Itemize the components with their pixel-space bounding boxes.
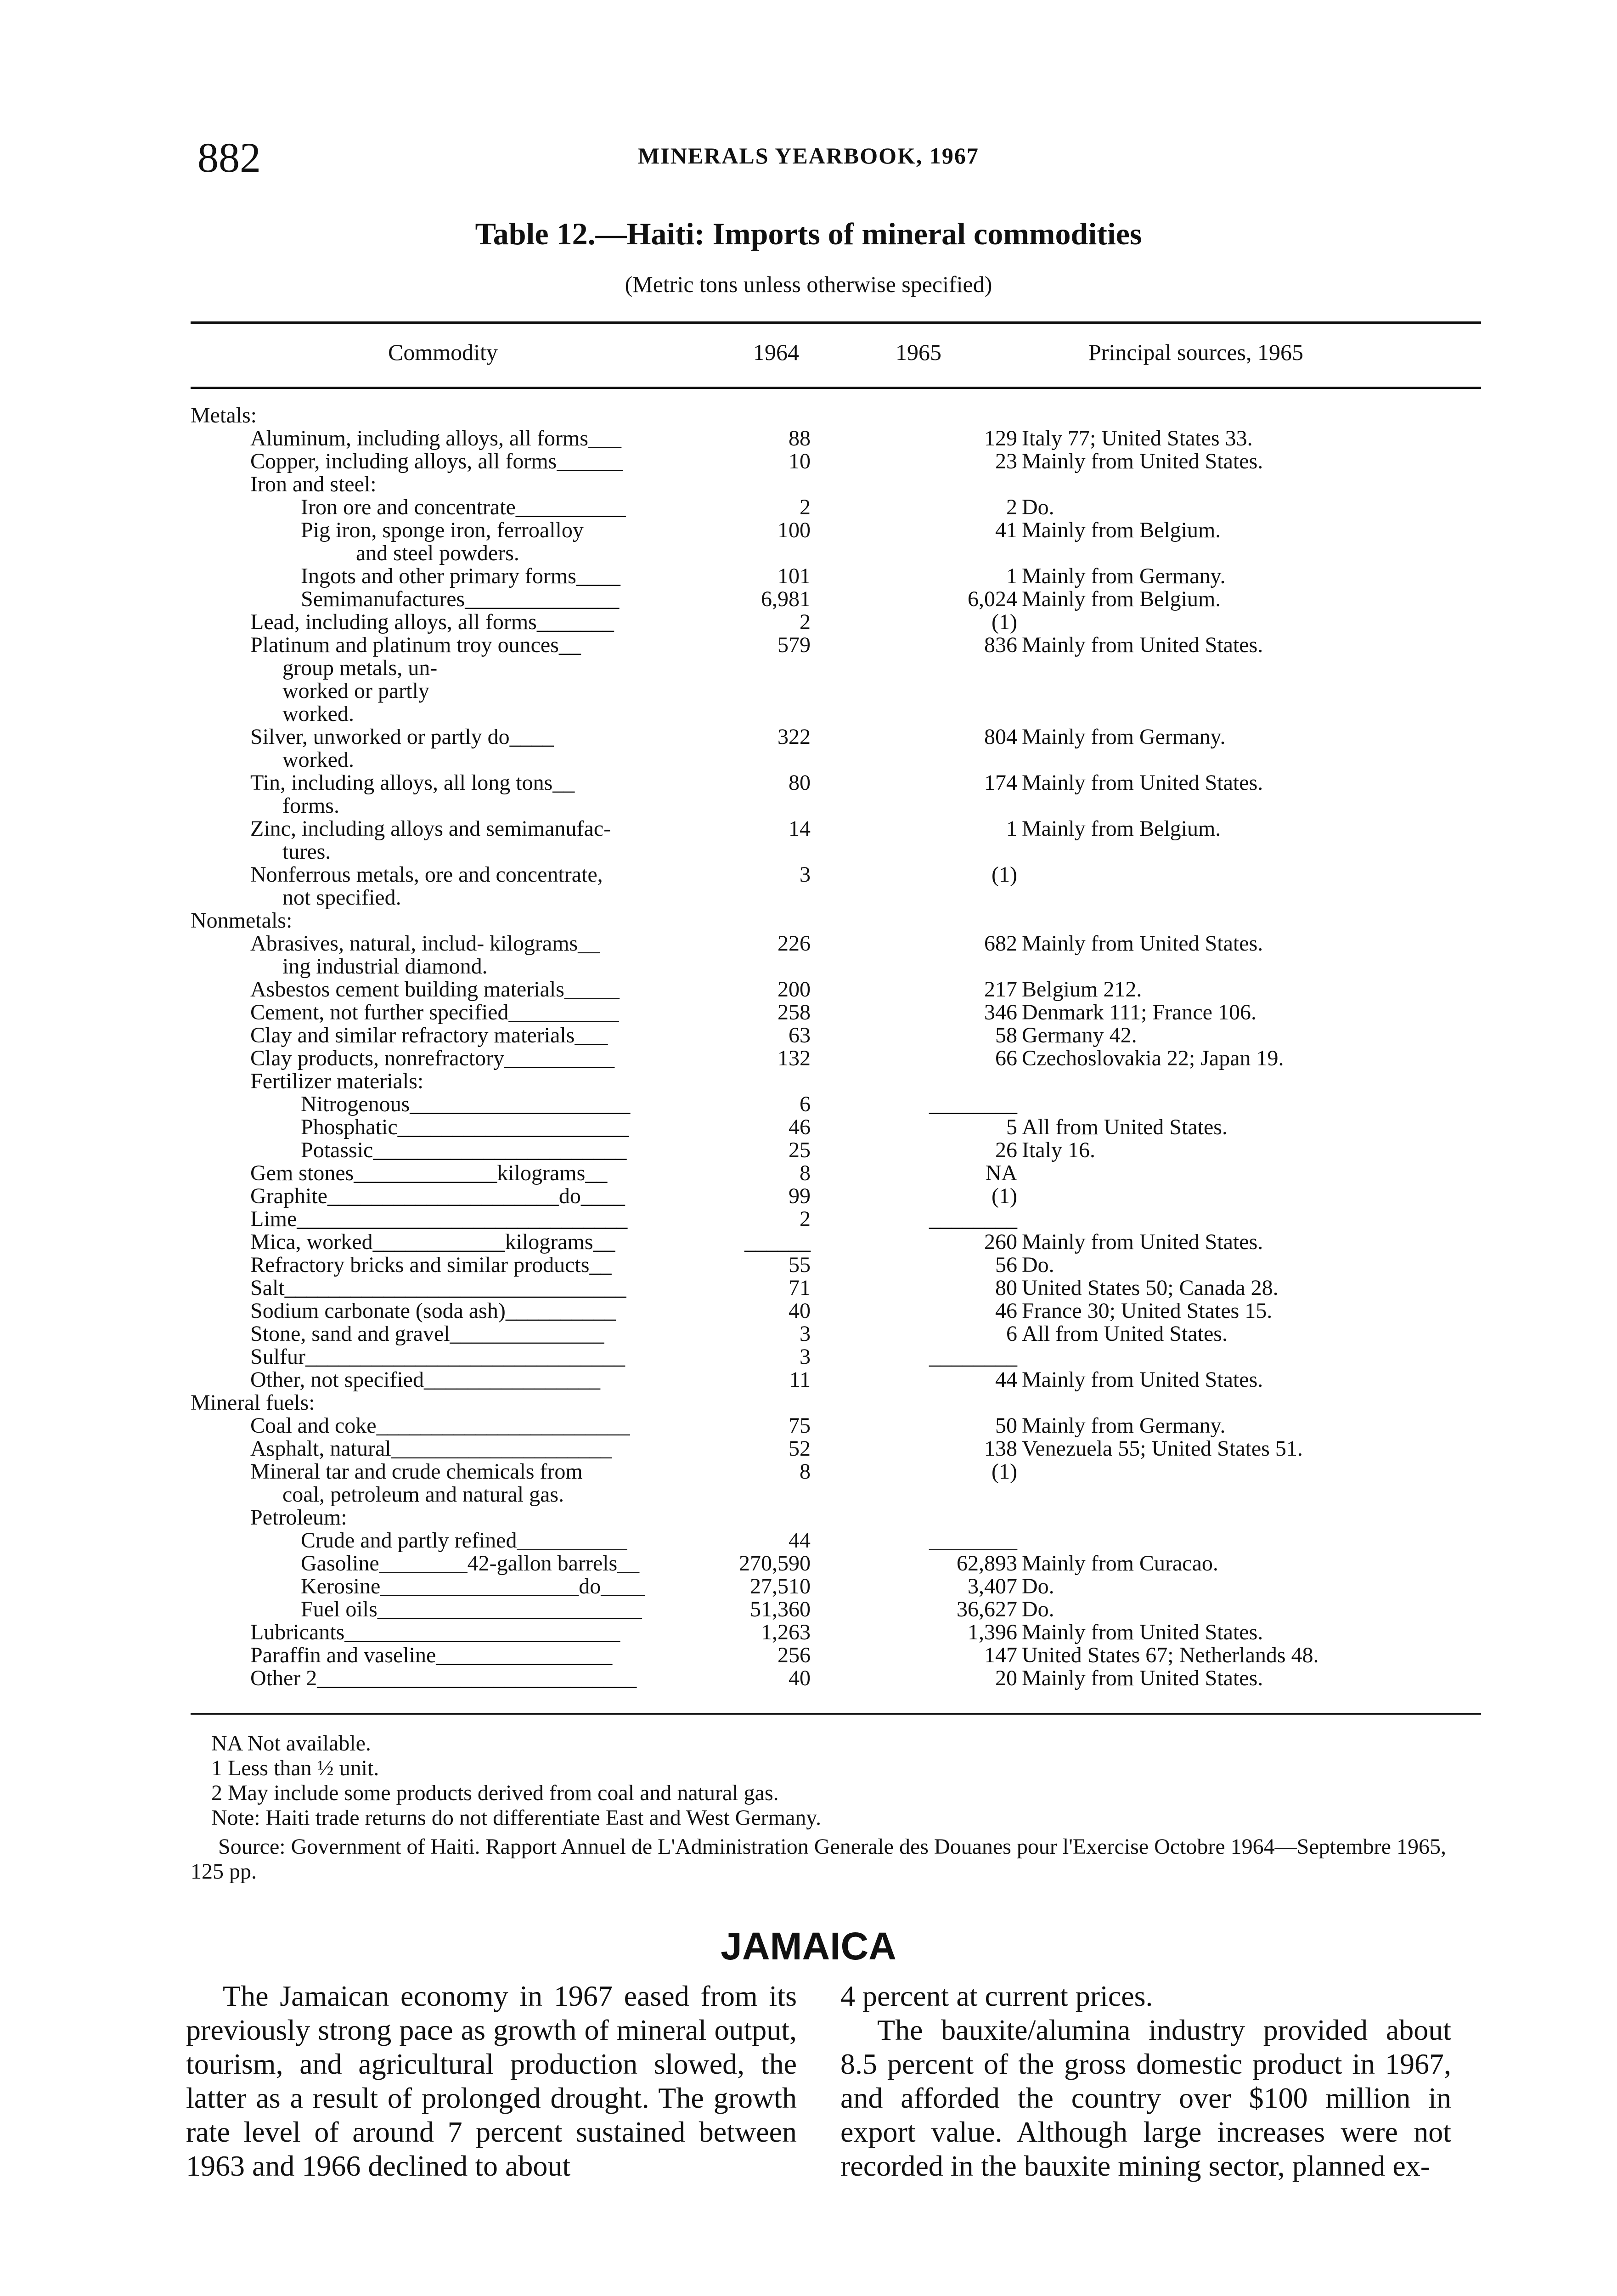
footnote-1: 1 Less than ½ unit. [211,1756,379,1780]
value-1964-cell: 27,510 [750,1574,811,1598]
commodity-cell: Mineral fuels: [191,1390,315,1415]
table-row [191,1437,1481,1460]
value-1965-cell: (1) [992,1459,1017,1484]
commodity-cell: Ingots and other primary forms____ [301,564,620,588]
value-1965-cell: NA [985,1161,1017,1185]
table-row [191,771,1481,794]
table-row [191,1667,1481,1690]
table-row [191,1621,1481,1644]
commodity-cell: Iron and steel: [250,472,377,496]
table-row [191,1552,1481,1575]
value-1965-cell: (1) [992,610,1017,634]
commodity-cell: Abrasives, natural, includ- kilograms__ [250,931,600,956]
table-row [191,588,1481,611]
table-row [191,1277,1481,1300]
sources-cell: Germany 42. [1022,1023,1137,1047]
table-row [191,1001,1481,1024]
sources-cell: Czechoslovakia 22; Japan 19. [1022,1046,1284,1070]
value-1965-cell: 62,893 [957,1551,1017,1576]
sources-cell: Mainly from Germany. [1022,725,1226,749]
paragraph-continuation: 4 percent at current prices. [840,1980,1153,2012]
table-row [191,703,1481,726]
value-1964-cell: 2 [800,610,811,634]
table-row [191,1139,1481,1162]
commodity-cell: Sodium carbonate (soda ash)__________ [250,1299,616,1323]
sources-cell: France 30; United States 15. [1022,1299,1273,1323]
commodity-cell: Coal and coke_______________________ [250,1413,630,1438]
text-column-left [186,1979,797,2183]
text-column-right [840,1979,1451,2183]
value-1964-cell: 6,981 [761,587,811,611]
value-1964-cell: 25 [789,1138,811,1162]
value-1965-cell: ________ [929,1207,1017,1231]
table-row [191,1391,1481,1414]
sources-cell: Mainly from United States. [1022,1620,1263,1644]
table-title: Table 12.—Haiti: Imports of mineral commodities [475,216,1142,251]
table-row [191,909,1481,932]
paragraph: The Jamaican economy in 1967 eased from its previously strong pace as growth of mineral output, tourism, and agricultural production slowed, the latter as a result of prolonged drought. The growth rate level of around 7 percent sustained between 1963 and 1966 declined to about [186,1980,797,2182]
commodity-cell: Gasoline________42-gallon barrels__ [301,1551,640,1576]
table-row [191,1322,1481,1345]
table-row [191,886,1481,909]
value-1965-cell: ________ [929,1092,1017,1116]
table-row [191,1368,1481,1391]
commodity-cell: Clay and similar refractory materials___ [250,1023,608,1047]
value-1965-cell: 138 [984,1436,1017,1461]
table-row [191,611,1481,634]
commodity-cell: Metals: [191,403,257,428]
value-1964-cell: 270,590 [739,1551,811,1576]
commodity-cell: not specified. [282,885,401,910]
table-row [191,1506,1481,1529]
value-1964-cell: 132 [778,1046,811,1070]
table-row [191,565,1481,588]
value-1965-cell: 3,407 [968,1574,1017,1598]
value-1965-cell: 6 [1006,1322,1017,1346]
commodity-cell: Platinum and platinum troy ounces__ [250,633,581,657]
value-1965-cell: 1 [1006,816,1017,841]
commodity-cell: Semimanufactures______________ [301,587,620,611]
table-row [191,1483,1481,1506]
commodity-cell: Fertilizer materials: [250,1069,424,1093]
table-subtitle: (Metric tons unless otherwise specified) [625,271,992,297]
value-1964-cell: 100 [778,518,811,542]
value-1965-cell: 50 [995,1413,1017,1438]
value-1964-cell: 322 [778,725,811,749]
value-1964-cell: 2 [800,495,811,519]
commodity-cell: Nonferrous metals, ore and concentrate, [250,862,603,887]
table-row [191,1345,1481,1368]
note-germany: Note: Haiti trade returns do not differentiate East and West Germany. [211,1806,822,1830]
table-row [191,657,1481,680]
table-row [191,1300,1481,1322]
header-1964: 1964 [753,339,799,365]
value-1965-cell: 44 [995,1367,1017,1392]
commodity-cell: Asbestos cement building materials_____ [250,977,620,1002]
sources-cell: Venezuela 55; United States 51. [1022,1436,1303,1461]
table-row [191,519,1481,542]
commodity-cell: tures. [282,839,331,864]
commodity-cell: Paraffin and vaseline________________ [250,1643,613,1667]
table-row [191,1529,1481,1552]
table-row [191,978,1481,1001]
value-1964-cell: 71 [789,1276,811,1300]
sources-cell: Mainly from United States. [1022,1367,1263,1392]
table-row [191,1231,1481,1254]
table-row [191,1047,1481,1070]
value-1964-cell: 52 [789,1436,811,1461]
sources-cell: Italy 16. [1022,1138,1095,1162]
value-1965-cell: (1) [992,1184,1017,1208]
value-1964-cell: 10 [789,449,811,473]
commodity-cell: Clay products, nonrefractory__________ [250,1046,615,1070]
value-1964-cell: 40 [789,1666,811,1690]
value-1965-cell: 1,396 [968,1620,1017,1644]
value-1964-cell: 11 [789,1367,811,1392]
value-1964-cell: 75 [789,1413,811,1438]
commodity-cell: Silver, unworked or partly do____ [250,725,554,749]
sources-cell: Mainly from United States. [1022,633,1263,657]
sources-cell: Mainly from Curacao. [1022,1551,1218,1576]
value-1965-cell: ________ [929,1528,1017,1553]
sources-cell: Mainly from Germany. [1022,564,1226,588]
commodity-cell: Nitrogenous____________________ [301,1092,631,1116]
commodity-cell: forms. [282,793,339,818]
table-row [191,1644,1481,1667]
table-row [191,1024,1481,1047]
table-row [191,794,1481,817]
commodity-cell: worked or partly [282,679,429,703]
sources-cell: Do. [1022,1253,1054,1277]
commodity-cell: group metals, un- [282,656,438,680]
commodity-cell: Lead, including alloys, all forms_______ [250,610,614,634]
value-1965-cell: 20 [995,1666,1017,1690]
table-row [191,932,1481,955]
sources-cell: Mainly from United States. [1022,931,1263,956]
value-1964-cell: 200 [778,977,811,1002]
value-1964-cell: 579 [778,633,811,657]
table-row [191,955,1481,978]
commodity-cell: Pig iron, sponge iron, ferroalloy [301,518,584,542]
sources-cell: Mainly from Belgium. [1022,816,1221,841]
value-1964-cell: 3 [800,1322,811,1346]
commodity-cell: worked. [282,702,354,726]
value-1964-cell: 55 [789,1253,811,1277]
commodity-cell: Copper, including alloys, all forms______ [250,449,623,473]
value-1965-cell: 129 [984,426,1017,450]
value-1964-cell: 88 [789,426,811,450]
value-1965-cell: 6,024 [968,587,1017,611]
value-1965-cell: 217 [984,977,1017,1002]
sources-cell: United States 67; Netherlands 48. [1022,1643,1319,1667]
commodity-cell: coal, petroleum and natural gas. [282,1482,564,1507]
table-body [191,404,1481,1690]
commodity-cell: Tin, including alloys, all long tons__ [250,771,575,795]
commodity-cell: Refractory bricks and similar products__ [250,1253,612,1277]
commodity-cell: Phosphatic_____________________ [301,1115,629,1139]
value-1964-cell: 14 [789,816,811,841]
commodity-cell: Gem stones_____________kilograms__ [250,1161,608,1185]
value-1965-cell: 147 [984,1643,1017,1667]
value-1964-cell: 3 [800,1345,811,1369]
value-1964-cell: 46 [789,1115,811,1139]
table-row [191,542,1481,565]
value-1964-cell: 51,360 [750,1597,811,1621]
value-1965-cell: 1 [1006,564,1017,588]
sources-cell: All from United States. [1022,1115,1228,1139]
value-1965-cell: ________ [929,1345,1017,1369]
value-1964-cell: 44 [789,1528,811,1553]
table-row [191,726,1481,748]
section-heading: JAMAICA [721,1925,896,1968]
commodity-cell: Kerosine__________________do____ [301,1574,645,1598]
commodity-cell: Petroleum: [250,1505,347,1530]
commodity-cell: Salt_______________________________ [250,1276,626,1300]
commodity-cell: Mica, worked____________kilograms__ [250,1230,615,1254]
value-1965-cell: (1) [992,862,1017,887]
table-header-rule [191,387,1481,389]
value-1964-cell: 258 [778,1000,811,1024]
table-row [191,840,1481,863]
sources-cell: Belgium 212. [1022,977,1142,1002]
table-row [191,817,1481,840]
sources-cell: Mainly from Germany. [1022,1413,1226,1438]
value-1964-cell: 63 [789,1023,811,1047]
table-row [191,1185,1481,1208]
table-notes [211,1731,1460,1830]
table-row [191,1093,1481,1116]
value-1965-cell: 23 [995,449,1017,473]
running-head: MINERALS YEARBOOK, 1967 [638,143,979,169]
commodity-cell: Aluminum, including alloys, all forms___ [250,426,621,450]
commodity-cell: worked. [282,748,354,772]
table-row [191,1254,1481,1277]
value-1964-cell: 3 [800,862,811,887]
table-row [191,427,1481,450]
sources-cell: All from United States. [1022,1322,1228,1346]
sources-cell: Mainly from United States. [1022,1666,1263,1690]
commodity-cell: Zinc, including alloys and semimanufac- [250,816,611,841]
sources-cell: Mainly from United States. [1022,771,1263,795]
value-1964-cell: 226 [778,931,811,956]
table-row [191,748,1481,771]
table-row [191,473,1481,496]
sources-cell: Mainly from Belgium. [1022,587,1221,611]
commodity-cell: Mineral tar and crude chemicals from [250,1459,583,1484]
commodity-cell: Lime______________________________ [250,1207,628,1231]
sources-cell: Italy 77; United States 33. [1022,426,1253,450]
value-1964-cell: 8 [800,1161,811,1185]
footnote-2: 2 May include some products derived from coal and natural gas. [211,1781,779,1805]
value-1964-cell: 6 [800,1092,811,1116]
value-1965-cell: 41 [995,518,1017,542]
table-row [191,1116,1481,1139]
table-source: Source: Government of Haiti. Rapport Annuel de L'Administration Generale des Douanes pour l'Exercise Octobre 1964—Septembre 1965, 125 pp. [191,1835,1446,1884]
value-1964-cell: 8 [800,1459,811,1484]
value-1965-cell: 66 [995,1046,1017,1070]
table-row [191,1414,1481,1437]
commodity-cell: Other 2_____________________________ [250,1666,637,1690]
table-row [191,450,1481,473]
value-1965-cell: 836 [984,633,1017,657]
value-1965-cell: 26 [995,1138,1017,1162]
value-1965-cell: 260 [984,1230,1017,1254]
value-1965-cell: 46 [995,1299,1017,1323]
commodity-cell: Graphite_____________________do____ [250,1184,625,1208]
commodity-cell: Fuel oils________________________ [301,1597,642,1621]
table-row [191,863,1481,886]
commodity-cell: Iron ore and concentrate__________ [301,495,626,519]
sources-cell: Denmark 111; France 106. [1022,1000,1256,1024]
commodity-cell: and steel powders. [356,541,519,565]
sources-cell: Mainly from United States. [1022,1230,1263,1254]
commodity-cell: Nonmetals: [191,908,293,933]
sources-cell: Do. [1022,1597,1054,1621]
table-row [191,634,1481,657]
commodity-cell: Cement, not further specified__________ [250,1000,619,1024]
table-row [191,1460,1481,1483]
table-top-rule [191,321,1481,324]
value-1964-cell: 1,263 [761,1620,811,1644]
value-1965-cell: 80 [995,1276,1017,1300]
sources-cell: Do. [1022,1574,1054,1598]
page-number: 882 [197,134,261,181]
commodity-cell: Asphalt, natural____________________ [250,1436,612,1461]
paragraph: The bauxite/alumina industry provided about 8.5 percent of the gross domestic product in 1967, and afforded the country over $100 million in export value. Although large increases were not recorded in the bauxite mining sector, planned ex- [840,2014,1451,2182]
note-na: NA Not available. [211,1731,371,1756]
value-1965-cell: 36,627 [957,1597,1017,1621]
commodity-cell: Crude and partly refined__________ [301,1528,627,1553]
value-1964-cell: 101 [778,564,811,588]
table-bottom-rule [191,1713,1481,1715]
value-1964-cell: ______ [744,1230,811,1254]
table-row [191,1070,1481,1093]
value-1965-cell: 346 [984,1000,1017,1024]
commodity-cell: ing industrial diamond. [282,954,488,979]
table-row [191,404,1481,427]
value-1964-cell: 40 [789,1299,811,1323]
value-1965-cell: 174 [984,771,1017,795]
value-1965-cell: 682 [984,931,1017,956]
value-1964-cell: 80 [789,771,811,795]
value-1964-cell: 99 [789,1184,811,1208]
sources-cell: United States 50; Canada 28. [1022,1276,1279,1300]
commodity-cell: Stone, sand and gravel______________ [250,1322,604,1346]
commodity-cell: Lubricants_________________________ [250,1620,620,1644]
value-1965-cell: 56 [995,1253,1017,1277]
value-1965-cell: 804 [984,725,1017,749]
commodity-cell: Potassic_______________________ [301,1138,627,1162]
sources-cell: Mainly from Belgium. [1022,518,1221,542]
header-1965: 1965 [896,339,941,365]
commodity-cell: Other, not specified________________ [250,1367,600,1392]
table-row [191,1598,1481,1621]
header-commodity: Commodity [388,339,498,365]
value-1964-cell: 2 [800,1207,811,1231]
value-1965-cell: 58 [995,1023,1017,1047]
value-1965-cell: 2 [1006,495,1017,519]
value-1965-cell: 5 [1006,1115,1017,1139]
sources-cell: Do. [1022,495,1054,519]
header-principal-sources: Principal sources, 1965 [1088,339,1303,365]
table-row [191,680,1481,703]
table-row [191,1162,1481,1185]
commodity-cell: Sulfur_____________________________ [250,1345,625,1369]
value-1964-cell: 256 [778,1643,811,1667]
table-row [191,496,1481,519]
sources-cell: Mainly from United States. [1022,449,1263,473]
table-row [191,1208,1481,1231]
table-row [191,1575,1481,1598]
